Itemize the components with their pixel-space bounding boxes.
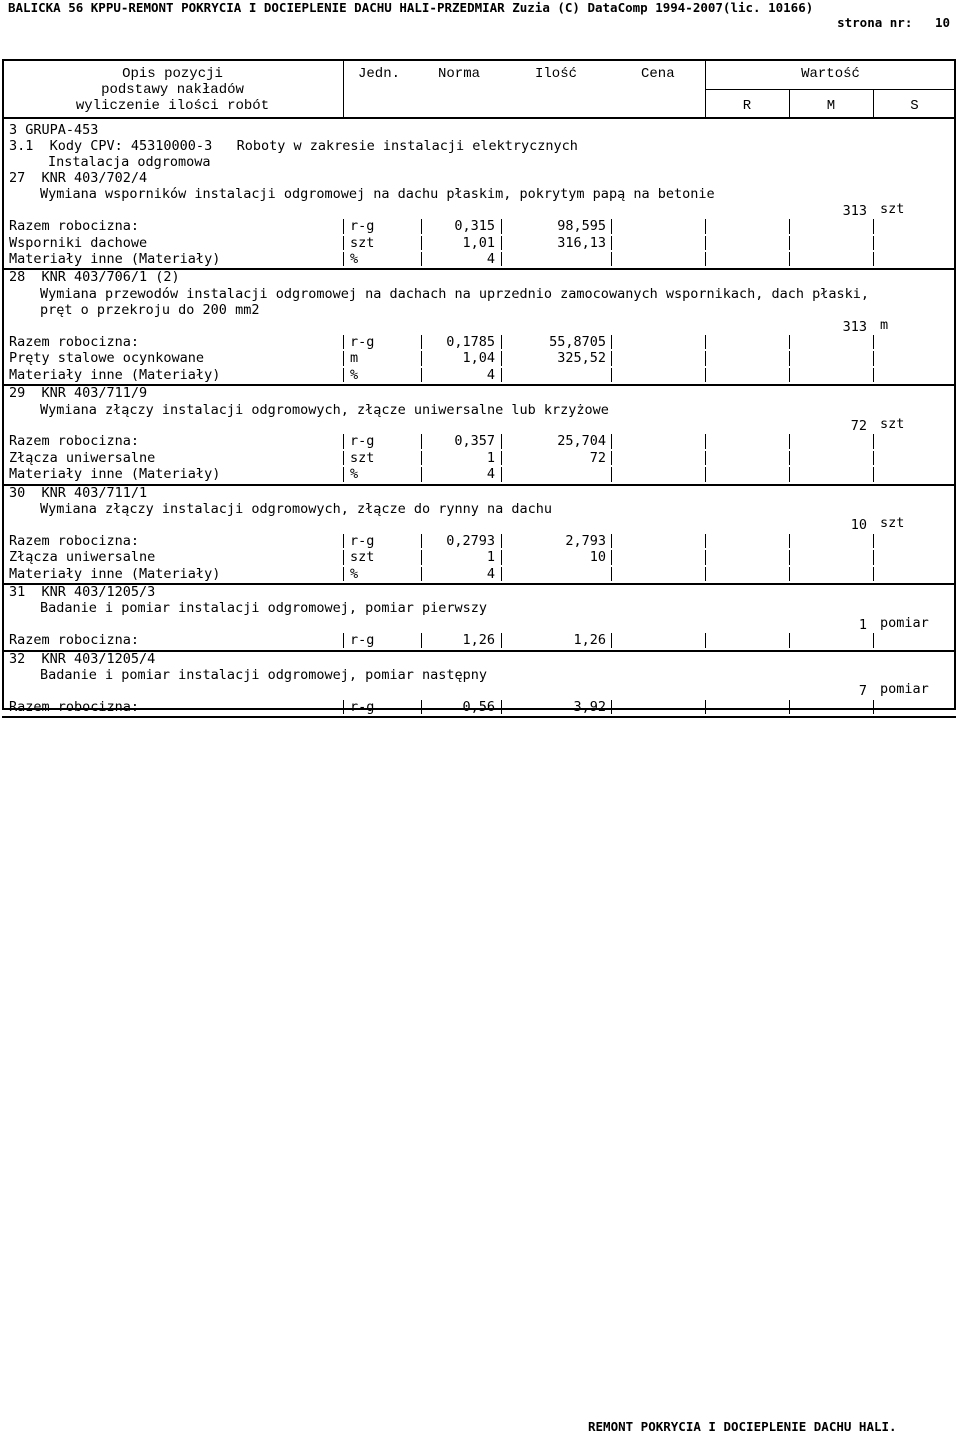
resource-unit: r-g <box>350 218 375 235</box>
resource-ilosc: 55,8705 <box>549 334 606 350</box>
row-separator <box>611 633 612 647</box>
row-separator <box>343 368 344 382</box>
col-s: S <box>910 98 919 114</box>
row-separator <box>343 633 344 647</box>
row-separator <box>421 700 422 714</box>
resource-ilosc: 10 <box>589 549 606 566</box>
resource-name: Razem robocizna: <box>9 632 140 649</box>
resource-name: Pręty stalowe ocynkowane <box>9 350 205 367</box>
header-divider-rms <box>705 89 956 90</box>
row-separator <box>343 219 344 233</box>
row-separator <box>873 219 874 233</box>
position-code: 27 KNR 403/702/4 <box>9 170 148 186</box>
col-ilosc: Ilość <box>535 66 578 82</box>
row-separator <box>501 252 502 266</box>
resource-norma: 4 <box>486 366 495 383</box>
resource-name: Razem robocizna: <box>9 532 140 549</box>
col-r: R <box>742 98 752 114</box>
resource-name: Materiały inne (Materiały) <box>9 366 221 383</box>
row-separator <box>873 236 874 250</box>
row-separator <box>705 567 706 581</box>
row-separator <box>501 534 502 548</box>
position-unit: szt <box>880 416 905 432</box>
row-separator <box>343 351 344 365</box>
position-description: Wymiana złączy instalacji odgromowych, złącze do rynny na dachu <box>40 501 553 517</box>
row-separator <box>421 252 422 266</box>
resource-unit: r-g <box>350 334 375 350</box>
group-heading: 3 GRUPA-453 <box>9 122 99 138</box>
position-unit: m <box>880 316 889 333</box>
resource-unit: m <box>350 350 359 367</box>
resource-norma: 4 <box>486 466 495 483</box>
row-separator <box>705 550 706 564</box>
resource-norma: 0,2793 <box>446 532 495 549</box>
footer-text: REMONT POKRYCIA I DOCIEPLENIE DACHU HALI. <box>588 1419 897 1434</box>
position-code: 28 KNR 403/706/1 (2) <box>9 269 180 286</box>
position-description: Wymiana wsporników instalacji odgromowej na dachu płaskim, pokrytym papą na betonie <box>40 186 715 203</box>
row-separator <box>501 335 502 349</box>
col-wartosc: Wartość <box>801 66 860 82</box>
row-separator <box>611 467 612 481</box>
row-separator <box>501 368 502 382</box>
row-separator <box>611 335 612 349</box>
resource-unit: szt <box>350 234 375 251</box>
row-separator <box>343 534 344 548</box>
row-separator <box>705 534 706 548</box>
row-separator <box>343 236 344 250</box>
row-separator <box>611 700 612 714</box>
row-separator <box>421 550 422 564</box>
row-separator <box>343 434 344 448</box>
col-norma: Norma <box>438 66 481 82</box>
row-separator <box>421 351 422 365</box>
position-description: Wymiana przewodów instalacji odgromowej na dachach na uprzednio zamocowanych wspornikach, dach płaski, <box>40 285 870 302</box>
row-separator <box>705 467 706 481</box>
resource-norma: 0,56 <box>462 698 495 715</box>
position-description: Wymiana złączy instalacji odgromowych, złącze uniwersalne lub krzyżowe <box>40 401 609 418</box>
col-m: M <box>826 98 836 114</box>
position-unit: pomiar <box>880 681 929 698</box>
row-separator <box>501 451 502 465</box>
row-separator <box>789 467 790 481</box>
row-separator <box>611 534 612 548</box>
resource-norma: 4 <box>486 565 495 582</box>
row-separator <box>873 434 874 448</box>
row-separator <box>705 633 706 647</box>
position-code: 31 KNR 403/1205/3 <box>9 584 156 600</box>
header-divider-jedn <box>343 59 344 117</box>
resource-name: Złącza uniwersalne <box>9 549 156 566</box>
row-separator <box>421 451 422 465</box>
position-description: Badanie i pomiar instalacji odgromowej, pomiar następny <box>40 667 488 683</box>
row-separator <box>705 236 706 250</box>
resource-norma: 1 <box>486 449 495 466</box>
row-separator <box>501 467 502 481</box>
resource-ilosc: 1,26 <box>573 632 606 649</box>
resource-ilosc: 2,793 <box>565 532 606 549</box>
row-separator <box>611 219 612 233</box>
resource-ilosc: 72 <box>589 449 606 466</box>
subgroup-heading: Instalacja odgromowa <box>48 154 211 170</box>
row-separator <box>789 335 790 349</box>
row-separator <box>873 567 874 581</box>
row-separator <box>501 567 502 581</box>
resource-norma: 0,315 <box>454 218 495 235</box>
position-code: 29 KNR 403/711/9 <box>9 385 148 402</box>
row-separator <box>611 451 612 465</box>
position-description: Badanie i pomiar instalacji odgromowej, pomiar pierwszy <box>40 600 488 617</box>
row-separator <box>873 633 874 647</box>
row-separator <box>421 534 422 548</box>
resource-norma: 4 <box>486 251 495 267</box>
row-separator <box>421 236 422 250</box>
row-separator <box>705 335 706 349</box>
col-jedn: Jedn. <box>358 66 401 82</box>
position-code: 30 KNR 403/711/1 <box>9 484 148 501</box>
row-separator <box>421 633 422 647</box>
cpv-code-line: 3.1 Kody CPV: 45310000-3 Roboty w zakresie instalacji elektrycznych <box>9 138 578 154</box>
row-separator <box>343 451 344 465</box>
row-separator <box>501 700 502 714</box>
page-number-line <box>837 15 950 31</box>
row-separator <box>343 700 344 714</box>
row-separator <box>705 219 706 233</box>
row-separator <box>705 368 706 382</box>
row-separator <box>611 368 612 382</box>
resource-unit: % <box>350 251 359 267</box>
position-code: 32 KNR 403/1205/4 <box>9 650 156 667</box>
row-separator <box>501 633 502 647</box>
row-separator <box>789 236 790 250</box>
row-separator <box>789 550 790 564</box>
resource-ilosc: 25,704 <box>557 433 606 450</box>
row-separator <box>873 351 874 365</box>
resource-name: Wsporniki dachowe <box>9 234 148 251</box>
col-opis-2: podstawy nakładów <box>101 82 244 98</box>
position-quantity: 313 <box>842 318 867 335</box>
row-separator <box>873 252 874 266</box>
resource-norma: 0,1785 <box>446 334 495 350</box>
row-separator <box>705 434 706 448</box>
row-separator <box>343 467 344 481</box>
row-separator <box>705 451 706 465</box>
resource-name: Materiały inne (Materiały) <box>9 565 221 582</box>
position-unit: pomiar <box>880 614 929 631</box>
row-separator <box>501 219 502 233</box>
row-separator <box>873 467 874 481</box>
row-separator <box>421 434 422 448</box>
row-separator <box>789 351 790 365</box>
resource-ilosc: 316,13 <box>557 234 606 251</box>
resource-name: Razem robocizna: <box>9 334 140 350</box>
row-separator <box>421 567 422 581</box>
row-separator <box>421 219 422 233</box>
row-separator <box>789 368 790 382</box>
page-header <box>8 0 952 34</box>
row-separator <box>705 252 706 266</box>
row-separator <box>421 467 422 481</box>
header-bottom-line <box>2 117 956 119</box>
row-separator <box>789 219 790 233</box>
col-opis-3: wyliczenie ilości robót <box>75 98 270 114</box>
row-separator <box>501 550 502 564</box>
row-separator <box>873 368 874 382</box>
row-separator <box>873 335 874 349</box>
row-separator <box>611 236 612 250</box>
position-quantity: 313 <box>842 202 867 219</box>
row-separator <box>873 700 874 714</box>
row-separator <box>501 351 502 365</box>
resource-name: Razem robocizna: <box>9 433 140 450</box>
resource-norma: 1 <box>486 549 495 566</box>
col-cena: Cena <box>641 66 675 82</box>
resource-unit: r-g <box>350 433 375 450</box>
resource-ilosc: 325,52 <box>557 350 606 367</box>
position-unit: szt <box>880 200 905 217</box>
row-separator <box>611 550 612 564</box>
resource-name: Materiały inne (Materiały) <box>9 251 221 267</box>
row-separator <box>873 534 874 548</box>
page-label: strona nr: <box>837 15 913 30</box>
resource-name: Razem robocizna: <box>9 218 140 235</box>
position-quantity: 1 <box>858 616 867 633</box>
page-number: 10 <box>934 15 950 30</box>
resource-unit: szt <box>350 449 375 466</box>
row-separator <box>789 451 790 465</box>
resource-name: Złącza uniwersalne <box>9 449 156 466</box>
row-separator <box>421 368 422 382</box>
resource-norma: 1,04 <box>462 350 495 367</box>
resource-ilosc: 98,595 <box>557 218 606 235</box>
row-separator <box>343 550 344 564</box>
resource-unit: r-g <box>350 698 375 715</box>
row-separator <box>789 434 790 448</box>
position-description: pręt o przekroju do 200 mm2 <box>40 302 260 319</box>
position-divider <box>2 716 956 718</box>
row-separator <box>611 567 612 581</box>
row-separator <box>501 434 502 448</box>
resource-unit: % <box>350 565 359 582</box>
row-separator <box>343 567 344 581</box>
document-title: BALICKA 56 KPPU-REMONT POKRYCIA I DOCIEPLENIE DACHU HALI-PRZEDMIAR Zuzia (C) DataComp 1994-2007(lic. 10166) <box>8 0 814 15</box>
row-separator <box>789 252 790 266</box>
resource-name: Razem robocizna: <box>9 698 140 715</box>
row-separator <box>705 351 706 365</box>
resource-unit: % <box>350 366 359 383</box>
position-unit: szt <box>880 515 905 532</box>
position-quantity: 10 <box>850 517 867 534</box>
resource-norma: 0,357 <box>454 433 495 450</box>
resource-unit: % <box>350 466 359 483</box>
resource-unit: r-g <box>350 632 375 649</box>
resource-norma: 1,01 <box>462 234 495 251</box>
row-separator <box>873 550 874 564</box>
resource-norma: 1,26 <box>462 632 495 649</box>
row-separator <box>873 451 874 465</box>
col-opis-1: Opis pozycji <box>122 66 223 82</box>
resource-unit: szt <box>350 549 375 566</box>
row-separator <box>789 700 790 714</box>
resource-ilosc: 3,92 <box>573 698 606 715</box>
row-separator <box>421 335 422 349</box>
position-quantity: 7 <box>858 683 867 700</box>
row-separator <box>611 434 612 448</box>
resource-name: Materiały inne (Materiały) <box>9 466 221 483</box>
row-separator <box>343 335 344 349</box>
row-separator <box>611 252 612 266</box>
row-separator <box>789 534 790 548</box>
resource-unit: r-g <box>350 532 375 549</box>
row-separator <box>705 700 706 714</box>
row-separator <box>611 351 612 365</box>
row-separator <box>501 236 502 250</box>
row-separator <box>789 567 790 581</box>
position-quantity: 72 <box>850 418 867 434</box>
row-separator <box>343 252 344 266</box>
row-separator <box>789 633 790 647</box>
